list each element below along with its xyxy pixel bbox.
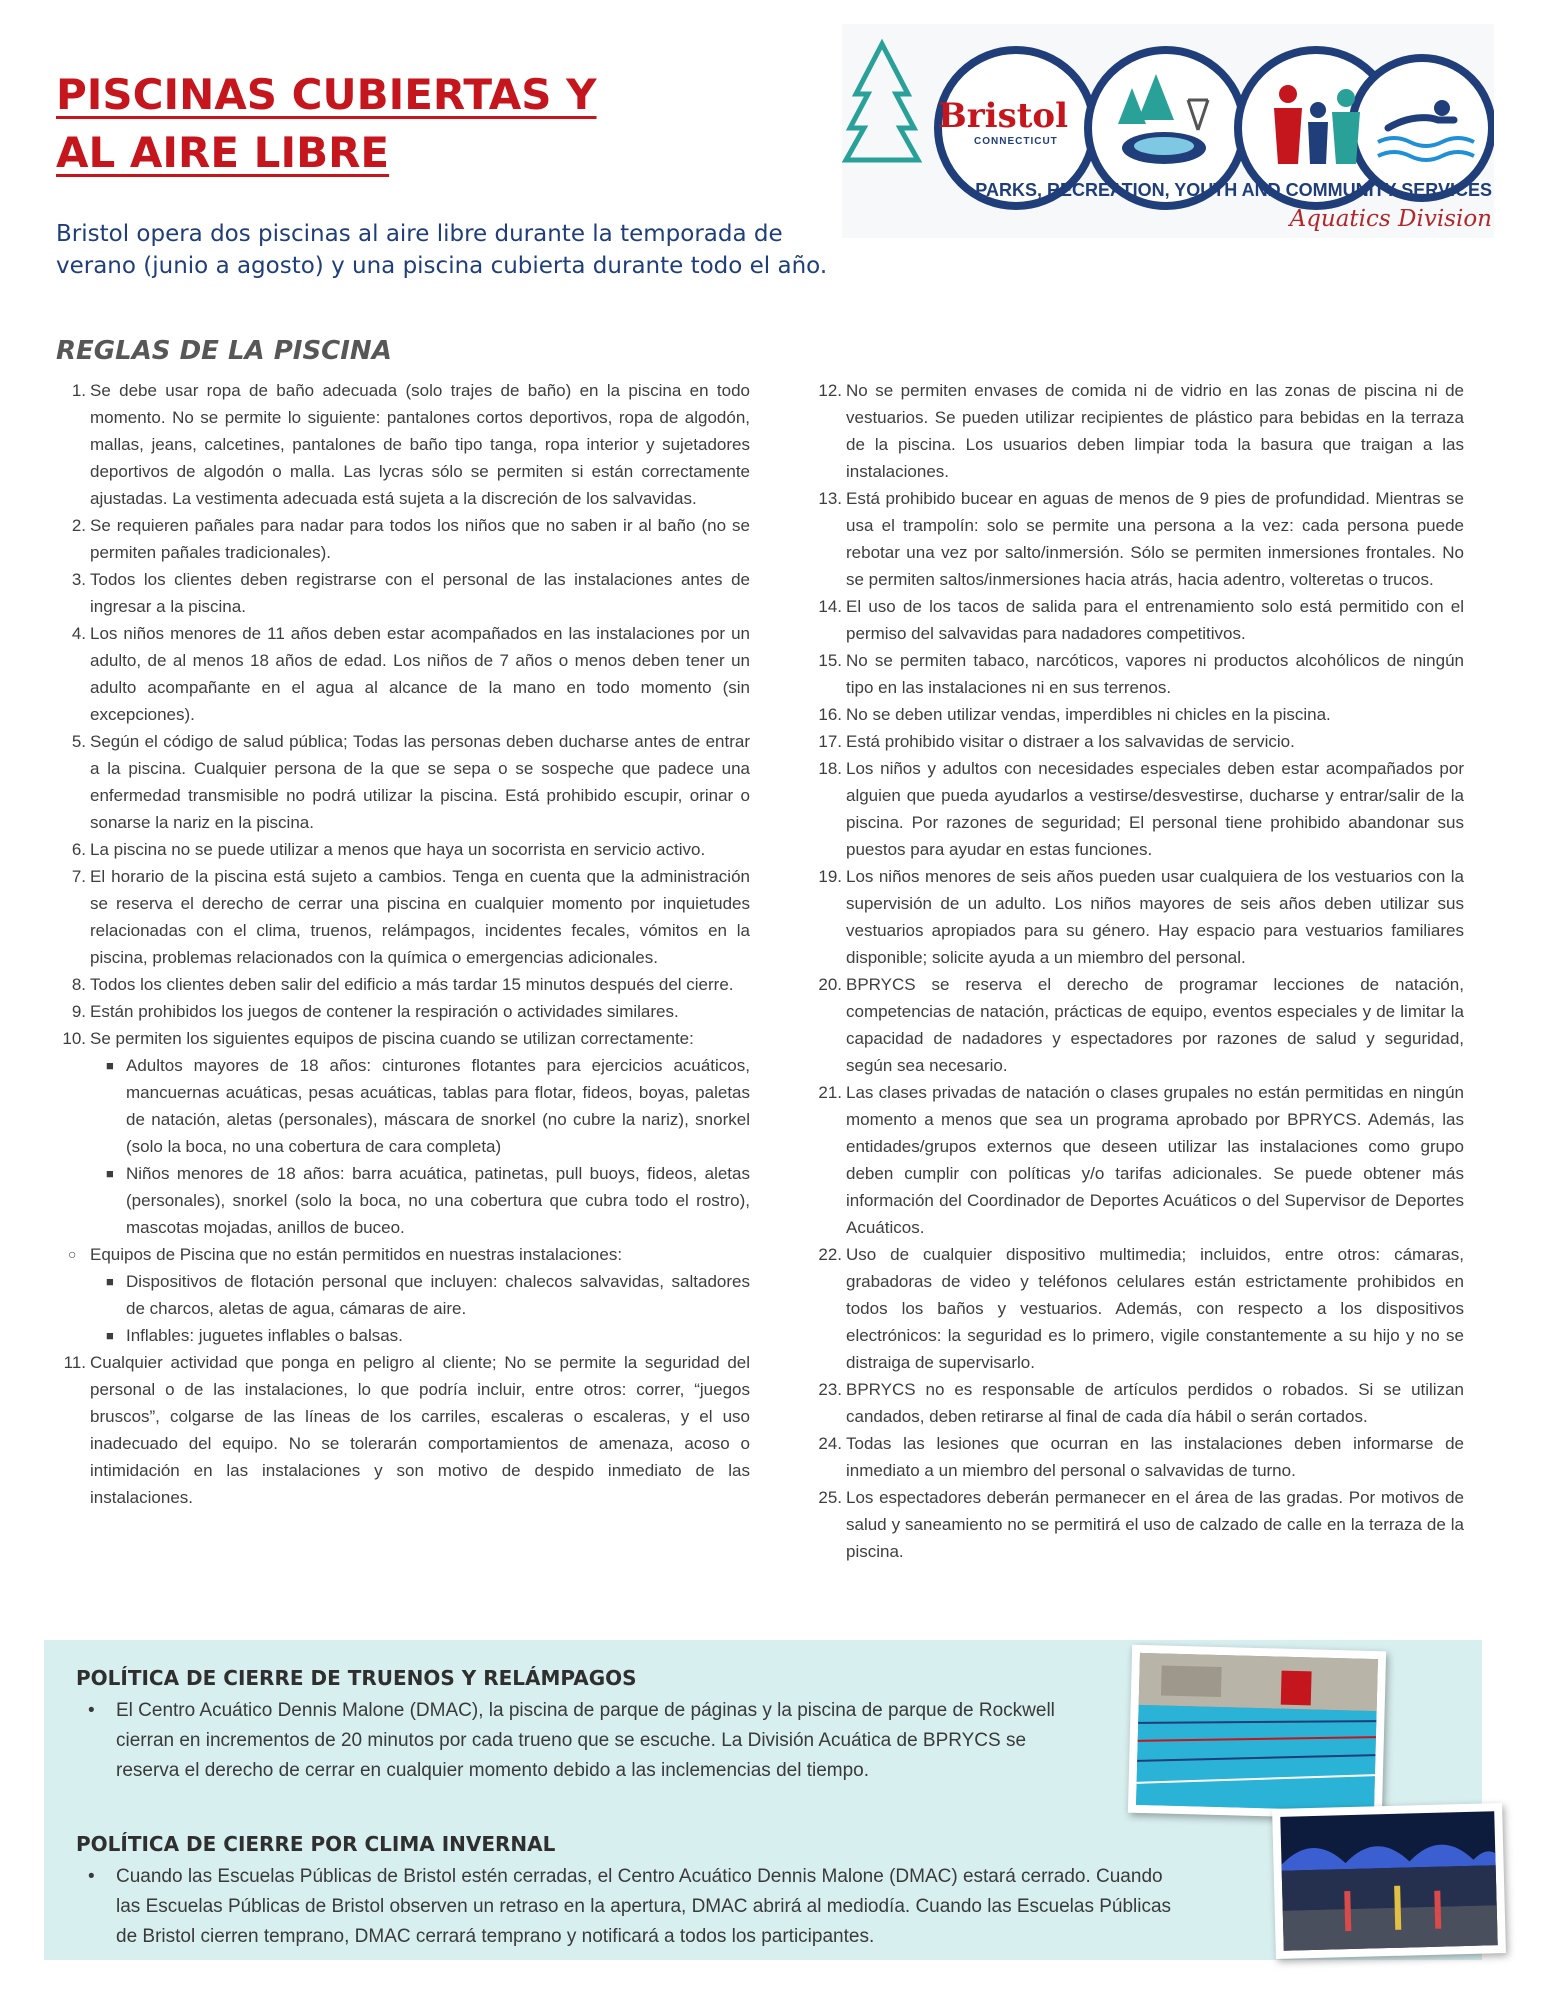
rule-text: Las clases privadas de natación o clases grupales no están permitidas en ningún momento a menos que sea un programa aprobado por BPRYCS. Además, las entidades/grupos externos que deseen utilizar las instalaciones como grupo deben cumplir con políticas y/o tarifas adicionales. Se puede obtener más información del Coordinador de Deportes Acuáticos o del Supervisor de Deportes Acuáticos. [846,1083,1464,1237]
rule-number: 13. [818,489,842,508]
not-allowed-heading-text: Equipos de Piscina que no están permitidos en nuestras instalaciones: [90,1245,623,1264]
rule-number: 21. [818,1083,842,1102]
rule-10-equipment [56,1052,750,1349]
list-item [56,1160,750,1241]
bullet-icon: • [88,1700,95,1721]
rule-item [812,1484,1464,1565]
list-item [56,1322,750,1349]
bristol-logo [842,24,1494,238]
circle-bullet-icon: ○ [68,1246,77,1262]
splash-pad-photo [1272,1803,1506,1959]
rule-item [812,1241,1464,1376]
page-title [56,66,597,182]
list-item [56,1268,750,1322]
winter-policy-body: Cuando las Escuelas Públicas de Bristol estén cerradas, el Centro Acuático Dennis Malone (DMAC) estará cerrado. Cuando las Escuelas Públicas de Bristol observen un retraso en la apertura, DMAC abrirá al mediodía. Cuando las Escuelas Públicas de Bristol cierren temprano, DMAC cerrará temprano y notificará a todos los participantes. [116,1866,1172,1947]
thunder-policy-text [76,1696,1056,1786]
rule-item [56,566,750,620]
rule-number: 4. [71,624,86,643]
rule-item [812,701,1464,728]
rule-number: 23. [818,1380,842,1399]
rule-item [56,863,750,971]
winter-policy-text [76,1862,1176,1952]
rule-number: 24. [818,1434,842,1453]
rule-item [812,1430,1464,1484]
rule-item [56,512,750,566]
rule-number: 7. [71,867,86,886]
rule-number: 16. [818,705,842,724]
rule-number: 12. [818,381,842,400]
rule-text: BPRYCS no es responsable de artículos perdidos o robados. Si se utilizan candados, deben retirarse al final de cada día hábil o serán cortados. [846,1380,1464,1426]
rule-item [812,377,1464,485]
logo-division: Aquatics Division [1289,206,1492,232]
rule-item [56,998,750,1025]
rule-item [56,971,750,998]
rule-text: Todas las lesiones que ocurran en las instalaciones deben informarse de inmediato a un miembro del personal o salvavidas de turno. [846,1434,1464,1480]
list-item-text: Dispositivos de flotación personal que incluyen: chalecos salvavidas, saltadores de charcos, aletas de agua, cámaras de aire. [126,1272,750,1318]
intro-text: Bristol opera dos piscinas al aire libre durante la temporada de verano (junio a agosto) y una piscina cubierta durante todo el año. [56,221,828,279]
rule-text: El horario de la piscina está sujeto a cambios. Tenga en cuenta que la administración se reserva el derecho de cerrar una piscina en cualquier momento por inquietudes relacionadas con el clima, truenos, relámpagos, incidentes fecales, vómitos en la piscina, problemas relacionados con la química o emergencias adicionales. [90,867,750,967]
logo-wordmark: Bristol [938,96,1069,136]
rule-number: 10. [62,1029,86,1048]
rule-text: Está prohibido bucear en aguas de menos de 9 pies de profundidad. Mientras se usa el trampolín: solo se permite una persona a la vez: cada persona puede rebotar una vez por salto/inmersión. Sólo se permiten inmersiones frontales. No se permiten saltos/inmersiones hacia atrás, hacia adentro, volteretas o trucos. [846,489,1464,589]
logo-tagline: PARKS, RECREATION, YOUTH AND COMMUNITY SERVICES [975,180,1492,200]
rule-text: Uso de cualquier dispositivo multimedia; incluidos, entre otros: cámaras, grabadoras de video y teléfonos celulares están estrictamente prohibidos en todos los baños y vestuarios. Además, con respecto a los dispositivos electrónicos: la seguridad es lo primero, vigile constantemente a su hijo y no se distraiga de supervisarlo. [846,1245,1464,1372]
rule-number: 9. [71,1002,86,1021]
pool-photo-icon [1128,1645,1386,1820]
rule-number: 20. [818,975,842,994]
rule-text: El uso de los tacos de salida para el entrenamiento solo está permitido con el permiso del salvavidas para nadadores competitivos. [846,597,1464,643]
indoor-pool-photo [1128,1645,1386,1820]
rule-item [812,863,1464,971]
rule-text: No se deben utilizar vendas, imperdibles ni chicles en la piscina. [846,705,1331,724]
rule-text: Según el código de salud pública; Todas las personas deben ducharse antes de entrar a la piscina. Cualquier persona de la que se sepa o se sospeche que padece una enfermedad transmisible no podrá utilizar la piscina. Está prohibido escupir, orinar o sonarse la nariz en la piscina. [90,732,750,832]
rule-text: BPRYCS se reserva el derecho de programar lecciones de natación, competencias de natación, prácticas de equipo, eventos especiales y de limitar la capacidad de nadadores y espectadores por razones de salud y seguridad, según sea necesario. [846,975,1464,1075]
rule-item [56,1349,750,1511]
rule-text: Los niños menores de seis años pueden usar cualquiera de los vestuarios con la supervisión de un adulto. Los niños mayores de seis años deben utilizar sus vestuarios apropiados para su género. Hay espacio para vestuarios familiares disponible; solicite ayuda a un miembro del personal. [846,867,1464,967]
rule-text: La piscina no se puede utilizar a menos que haya un socorrista en servicio activo. [90,840,706,859]
rule-text: Están prohibidos los juegos de contener la respiración o actividades similares. [90,1002,679,1021]
rule-text: Cualquier actividad que ponga en peligro al cliente; No se permite la seguridad del personal o de las instalaciones, lo que podría incluir, entre otros: correr, “juegos bruscos”, colgarse de las líneas de los carriles, escaleras o escaleras, y el uso inadecuado del equipo. No se tolerarán comportamientos de amenaza, acoso o intimidación en las instalaciones y son motivo de despido inmediato de las instalaciones. [90,1353,750,1507]
rule-item [56,836,750,863]
rule-text: Todos los clientes deben salir del edificio a más tardar 15 minutos después del cierre. [90,975,734,994]
splash-pad-photo-icon [1272,1803,1506,1959]
not-allowed-heading [56,1241,750,1268]
square-bullet-icon: ■ [106,1058,114,1073]
logo-state: CONNECTICUT [974,136,1058,147]
rule-text: No se permiten tabaco, narcóticos, vapores ni productos alcohólicos de ningún tipo en las instalaciones ni en sus terrenos. [846,651,1464,697]
rule-number: 2. [71,516,86,535]
list-item-text: Inflables: juguetes inflables o balsas. [126,1326,403,1345]
list-item-text: Niños menores de 18 años: barra acuática, patinetas, pull buoys, fideos, aletas (personales), snorkel (solo la boca, no una cobertura que cubra todo el rostro), mascotas mojadas, anillos de buceo. [126,1164,750,1237]
rule-text: Se requieren pañales para nadar para todos los niños que no saben ir al baño (no se permiten pañales tradicionales). [90,516,750,562]
rule-number: 18. [818,759,842,778]
rule-number: 17. [818,732,842,751]
rule-number: 1. [71,381,86,400]
rule-number: 14. [818,597,842,616]
rule-item [812,593,1464,647]
not-allowed-equipment-list [56,1268,750,1349]
rule-item [56,620,750,728]
rule-text: Se permiten los siguientes equipos de piscina cuando se utilizan correctamente: [90,1029,694,1048]
thunder-policy-title: POLÍTICA DE CIERRE DE TRUENOS Y RELÁMPAGOS [76,1666,637,1690]
rule-item [812,1079,1464,1241]
rule-text: Está prohibido visitar o distraer a los salvavidas de servicio. [846,732,1295,751]
bullet-icon: • [88,1866,95,1887]
rule-number: 8. [71,975,86,994]
rule-text: No se permiten envases de comida ni de vidrio en las zonas de piscina ni de vestuarios. Se pueden utilizar recipientes de plástico para bebidas en la terraza de la piscina. Los usuarios deben limpiar toda la basura que traigan a las instalaciones. [846,381,1464,481]
rule-item [56,377,750,512]
title-line-1: PISCINAS CUBIERTAS Y [56,70,597,119]
rule-item [812,1376,1464,1430]
rules-left-column [56,377,750,1511]
rule-text: Los niños menores de 11 años deben estar acompañados en las instalaciones por un adulto, de al menos 18 años de edad. Los niños de 7 años o menos deben tener un adulto acompañante en el agua al alcance de la mano en todo momento (sin excepciones). [90,624,750,724]
rules-right-column [812,377,1464,1565]
rule-text: Los espectadores deberán permanecer en el área de las gradas. Por motivos de salud y saneamiento no se permitirá el uso de calzado de calle en la terraza de la piscina. [846,1488,1464,1561]
rule-item [812,485,1464,593]
square-bullet-icon: ■ [106,1328,114,1343]
rule-text: Los niños y adultos con necesidades especiales deben estar acompañados por alguien que pueda ayudarlos a vestirse/desvestirse, ducharse y entrar/salir de la piscina. Por razones de seguridad; El personal tiene prohibido abandonar sus puestos para ayudar en estas funciones. [846,759,1464,859]
rule-item [812,647,1464,701]
rule-number: 3. [71,570,86,589]
rule-item [812,755,1464,863]
rule-item [56,728,750,836]
list-item-text: Adultos mayores de 18 años: cinturones flotantes para ejercicios acuáticos, mancuernas acuáticas, pesas acuáticas, tablas para flotar, fideos, boyas, paletas de natación, aletas (personales), máscara de snorkel (no cubre la nariz), snorkel (solo la boca, no una cobertura de cara completa) [126,1056,750,1156]
thunder-policy-body: El Centro Acuático Dennis Malone (DMAC), la piscina de parque de páginas y la piscina de parque de Rockwell cierran en incrementos de 20 minutos por cada trueno que se escuche. La División Acuática de BPRYCS se reserva el derecho de cerrar en cualquier momento debido a las inclemencias del tiempo. [116,1700,1055,1781]
rule-number: 25. [818,1488,842,1507]
rule-number: 22. [818,1245,842,1264]
rule-text: Se debe usar ropa de baño adecuada (solo trajes de baño) en la piscina en todo momento. No se permite lo siguiente: pantalones cortos deportivos, ropa de algodón, mallas, jeans, calcetines, pantalones de baño tipo tanga, ropa interior y sujetadores deportivos de algodón o malla. Las lycras sólo se permiten si están correctamente ajustadas. La vestimenta adecuada está sujeta a la discreción de los salvavidas. [90,381,750,508]
square-bullet-icon: ■ [106,1274,114,1289]
rule-text: Todos los clientes deben registrarse con el personal de las instalaciones antes de ingresar a la piscina. [90,570,750,616]
rule-item [812,971,1464,1079]
allowed-equipment-list [56,1052,750,1241]
rule-item [56,1025,750,1052]
rule-number: 15. [818,651,842,670]
square-bullet-icon: ■ [106,1166,114,1181]
rule-item [812,728,1464,755]
rule-number: 6. [71,840,86,859]
winter-policy-title: POLÍTICA DE CIERRE POR CLIMA INVERNAL [76,1832,556,1856]
rule-number: 11. [63,1353,86,1372]
rule-number: 19. [818,867,842,886]
list-item [56,1052,750,1160]
rule-number: 5. [71,732,86,751]
rules-heading: REGLAS DE LA PISCINA [56,336,392,366]
title-line-2: AL AIRE LIBRE [56,128,390,177]
